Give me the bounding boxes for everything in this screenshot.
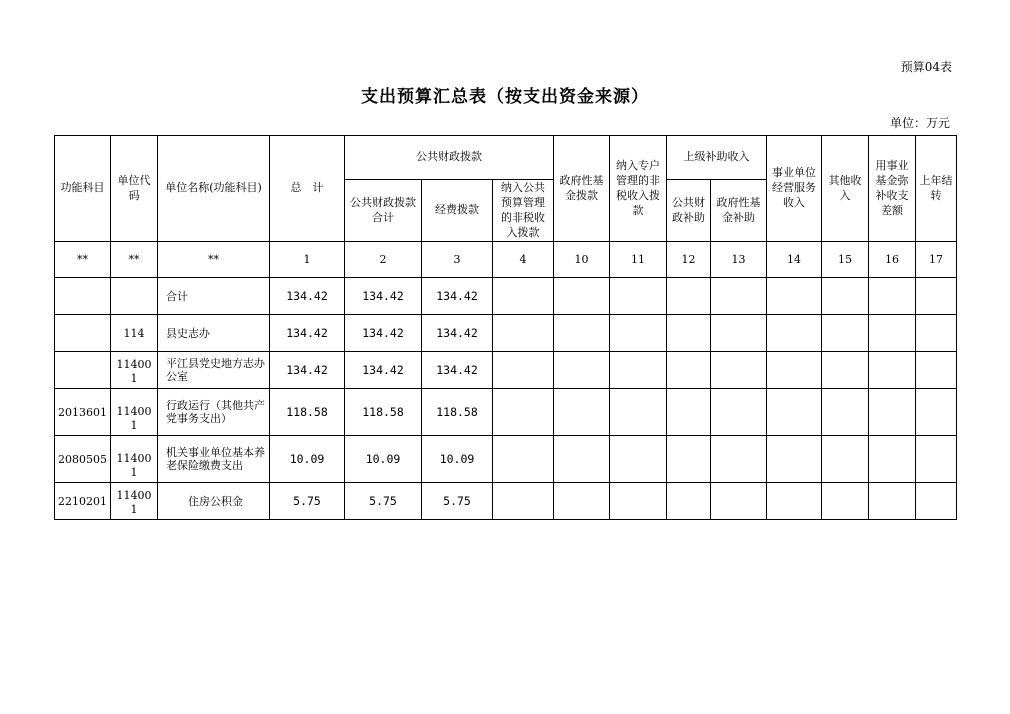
- expense-cell: 118.58: [422, 389, 493, 436]
- unit-name-cell: 住房公积金: [158, 483, 270, 520]
- func-subject-cell: 2210201: [55, 483, 111, 520]
- expense-cell: 10.09: [422, 436, 493, 483]
- public-fiscal-total-cell: 10.09: [345, 436, 422, 483]
- expense-cell: 5.75: [422, 483, 493, 520]
- index-cell: 16: [869, 242, 916, 278]
- index-cell: 3: [422, 242, 493, 278]
- public-fiscal-total-cell: 134.42: [345, 352, 422, 389]
- table-row: [55, 389, 957, 436]
- index-cell: 4: [493, 242, 554, 278]
- header-unit-name: 单位名称(功能科目): [158, 136, 270, 242]
- index-cell: 1: [270, 242, 345, 278]
- header-func-subject: 功能科目: [55, 136, 111, 242]
- public-fiscal-total-cell: 5.75: [345, 483, 422, 520]
- func-subject-cell: [55, 352, 111, 389]
- expense-cell: 134.42: [422, 278, 493, 315]
- form-number: 预算04表: [900, 60, 952, 74]
- budget-table: [54, 135, 957, 520]
- unit-code-cell: 114001: [111, 389, 158, 436]
- func-subject-cell: [55, 278, 111, 315]
- unit-name-cell: 平江县党史地方志办公室: [158, 352, 270, 389]
- index-cell: 14: [767, 242, 822, 278]
- header-gov-fund: 政府性基金拨款: [554, 136, 610, 242]
- total-cell: 118.58: [270, 389, 345, 436]
- index-cell: 17: [916, 242, 957, 278]
- total-cell: 134.42: [270, 352, 345, 389]
- index-cell: 10: [554, 242, 610, 278]
- table-row: [55, 352, 957, 389]
- header-unit-code: 单位代码: [111, 136, 158, 242]
- header-total: 总 计: [270, 136, 345, 242]
- unit-code-cell: 114001: [111, 436, 158, 483]
- index-cell: 15: [822, 242, 869, 278]
- unit-code-cell: [111, 278, 158, 315]
- header-nontax-in-budget: 纳入公共预算管理的非税收入拨款: [493, 180, 554, 242]
- public-fiscal-total-cell: 118.58: [345, 389, 422, 436]
- header-other-income: 其他收入: [822, 136, 869, 242]
- public-fiscal-total-cell: 134.42: [345, 315, 422, 352]
- expense-cell: 134.42: [422, 352, 493, 389]
- index-cell: 2: [345, 242, 422, 278]
- index-cell: 13: [711, 242, 767, 278]
- total-cell: 134.42: [270, 278, 345, 315]
- unit-name-cell: 县史志办: [158, 315, 270, 352]
- header-expense-appropriation: 经费拨款: [422, 180, 493, 242]
- index-cell: 12: [667, 242, 711, 278]
- total-cell: 5.75: [270, 483, 345, 520]
- header-fund-balance: 用事业基金弥补收支差额: [869, 136, 916, 242]
- unit-code-cell: 114001: [111, 483, 158, 520]
- unit-name-cell: 机关事业单位基本养老保险缴费支出: [158, 436, 270, 483]
- unit-code-cell: 114001: [111, 352, 158, 389]
- header-gov-fund-subsidy: 政府性基金补助: [711, 180, 767, 242]
- index-cell: **: [111, 242, 158, 278]
- table-body: [55, 278, 957, 520]
- total-cell: 10.09: [270, 436, 345, 483]
- header-business-income: 事业单位经营服务收入: [767, 136, 822, 242]
- table-row: [55, 436, 957, 483]
- header-public-fiscal: 公共财政拨款: [345, 136, 554, 180]
- header-nontax-special: 纳入专户管理的非税收入拨款: [610, 136, 667, 242]
- page-title: 支出预算汇总表（按支出资金来源）: [361, 87, 649, 107]
- index-row: [55, 242, 957, 278]
- table-row: [55, 483, 957, 520]
- func-subject-cell: [55, 315, 111, 352]
- unit-name-cell: 行政运行（其他共产党事务支出）: [158, 389, 270, 436]
- func-subject-cell: 2080505: [55, 436, 111, 483]
- header-carryover: 上年结转: [916, 136, 957, 242]
- total-cell: 134.42: [270, 315, 345, 352]
- table-row: [55, 315, 957, 352]
- expense-cell: 134.42: [422, 315, 493, 352]
- table-row: [55, 278, 957, 315]
- unit-code-cell: 114: [111, 315, 158, 352]
- header-public-fiscal-total: 公共财政拨款合计: [345, 180, 422, 242]
- unit-label: 单位：万元: [889, 116, 950, 130]
- header-superior-subsidy: 上级补助收入: [667, 136, 767, 180]
- index-cell: 11: [610, 242, 667, 278]
- public-fiscal-total-cell: 134.42: [345, 278, 422, 315]
- unit-name-cell: 合计: [158, 278, 270, 315]
- table-header: [55, 136, 957, 278]
- header-public-fiscal-subsidy: 公共财政补助: [667, 180, 711, 242]
- index-cell: **: [158, 242, 270, 278]
- func-subject-cell: 2013601: [55, 389, 111, 436]
- index-cell: **: [55, 242, 111, 278]
